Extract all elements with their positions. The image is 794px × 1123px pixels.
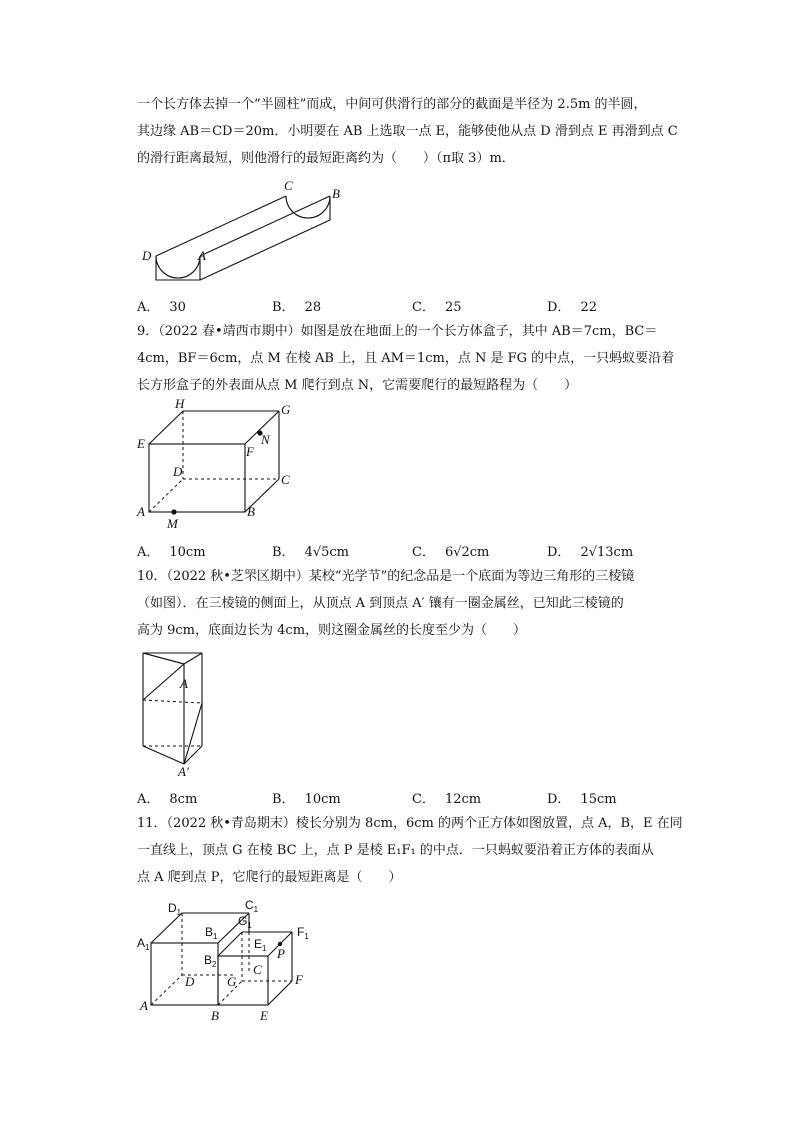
q10-option-d-text: 15cm xyxy=(580,792,617,807)
q9-option-d xyxy=(547,541,633,560)
q11-label-g: G xyxy=(227,974,237,989)
q8-label-a: A xyxy=(198,248,206,263)
q9-text-line-2: 4cm，BF＝6cm，点 M 在棱 AB 上，且 AM＝1cm，点 N 是 FG 的中点，一只蚂蚁要沿着 xyxy=(137,351,675,366)
q9-option-a-text: 10cm xyxy=(169,545,206,560)
q11-label-c1-sub: 1 xyxy=(253,905,259,914)
q10-option-a xyxy=(137,788,197,807)
q8-option-a xyxy=(137,296,186,315)
q10-label-a: A xyxy=(180,676,188,691)
q11-label-f1-letter: F xyxy=(297,925,305,939)
q8-option-b xyxy=(272,296,321,315)
q9-label-n: N xyxy=(261,432,270,447)
q10-option-b xyxy=(272,788,341,807)
q11-label-p: P xyxy=(277,946,285,961)
q9-label-c: C xyxy=(281,472,290,487)
q10-option-c-letter: C． xyxy=(412,792,435,807)
q8-label-b: B xyxy=(332,186,340,201)
q11-label-a1-letter: A xyxy=(137,936,146,950)
q11-label-b1 xyxy=(205,925,218,941)
q11-label-b: B xyxy=(211,1008,219,1023)
q8-option-a-letter: A． xyxy=(137,300,160,315)
q10-label-a-prime: A′ xyxy=(178,764,189,779)
q10-text-line-2: （如图）．在三棱镜的侧面上，从顶点 A 到顶点 A′ 镶有一圈金属丝，已知此三棱镜的 xyxy=(137,596,624,611)
q8-option-b-text: 28 xyxy=(304,300,322,315)
q10-option-b-letter: B． xyxy=(272,792,295,807)
q11-label-g1-letter: G xyxy=(238,914,248,928)
q9-label-f: F xyxy=(246,444,254,459)
q8-option-c xyxy=(412,296,462,315)
q9-label-g: G xyxy=(281,402,291,417)
q10-option-c xyxy=(412,788,481,807)
q11-label-f1-sub: 1 xyxy=(304,932,309,941)
q8-option-c-text: 25 xyxy=(444,300,462,315)
q9-option-c xyxy=(412,541,489,560)
q8-text-line-2: 其边缘 AB＝CD＝20m．小明要在 AB 上选取一点 E，能够使他从点 D 滑到点 E 再滑到点 C xyxy=(137,124,678,139)
q11-label-c: C xyxy=(253,962,262,977)
q11-label-d1-letter: D xyxy=(168,901,177,915)
q11-label-a1-sub: 1 xyxy=(145,943,150,952)
q11-label-d1 xyxy=(168,901,182,917)
q10-option-d-letter: D． xyxy=(547,792,571,807)
q11-label-b2 xyxy=(204,953,217,969)
q11-text-line-1: 11．（2022 秋•青岛期末）棱长分别为 8cm，6cm 的两个正方体如图放置，点 A，B，E 在同 xyxy=(137,816,683,831)
q9-label-h: H xyxy=(175,398,185,411)
q11-text-line-3: 点 A 爬到点 P，它爬行的最短距离是（ ） xyxy=(137,870,402,885)
point-m xyxy=(171,509,176,514)
q11-label-c1-letter: C xyxy=(245,898,254,912)
q11-label-f1 xyxy=(297,925,309,941)
q9-option-b xyxy=(272,541,349,560)
q9-option-d-letter: D． xyxy=(547,545,571,560)
q8-label-d: D xyxy=(142,248,152,263)
q11-label-d1-sub: 1 xyxy=(176,908,182,917)
q10-option-c-text: 12cm xyxy=(444,792,482,807)
q8-option-d-text: 22 xyxy=(580,300,597,315)
q9-text-line-1: 9．（2022 春•靖西市期中）如图是放在地面上的一个长方体盒子，其中 AB＝7cm，BC＝ xyxy=(137,324,658,339)
q9-option-a-letter: A． xyxy=(137,545,160,560)
q8-option-c-letter: C． xyxy=(412,300,435,315)
q11-label-b1-sub: 1 xyxy=(213,932,218,941)
q10-text-line-1: 10．（2022 秋•芝罘区期中）某校“光学节”的纪念品是一个底面为等边三角形的三棱镜 xyxy=(137,569,635,584)
q8-option-b-letter: B． xyxy=(272,300,295,315)
q8-text-line-3: 的滑行距离最短，则他滑行的最短距离约为（ ）（π取 3）m． xyxy=(137,151,515,166)
q11-label-a: A xyxy=(140,998,148,1013)
q11-label-e1-sub: 1 xyxy=(262,944,267,953)
q11-text-line-2: 一直线上，顶点 G 在棱 BC 上，点 P 是棱 E₁F₁ 的中点．一只蚂蚁要沿着正方体的表面从 xyxy=(137,843,654,858)
q9-box-figure xyxy=(133,398,303,530)
q9-label-m: M xyxy=(167,516,178,530)
q9-option-c-text: 6√2cm xyxy=(444,545,490,560)
q11-cubes-figure xyxy=(135,892,325,1024)
q9-label-b: B xyxy=(247,504,255,519)
q10-option-b-text: 10cm xyxy=(304,792,341,807)
q10-prism-figure xyxy=(138,648,220,780)
q11-label-b2-letter: B xyxy=(204,953,213,967)
q9-label-d: D xyxy=(173,464,183,479)
q9-option-c-letter: C． xyxy=(412,545,435,560)
q9-option-d-text: 2√13cm xyxy=(580,545,634,560)
q9-option-b-letter: B． xyxy=(272,545,295,560)
q11-label-e1 xyxy=(254,937,267,953)
q8-label-c: C xyxy=(284,178,293,193)
q8-text-line-1: 一个长方体去掉一个“半圆柱”而成，中间可供滑行的部分的截面是半径为 2.5m 的半圆， xyxy=(137,97,647,112)
q11-label-d: D xyxy=(185,974,195,989)
q8-option-d xyxy=(547,296,597,315)
q10-option-a-text: 8cm xyxy=(169,792,198,807)
q8-option-a-text: 30 xyxy=(169,300,186,315)
q11-label-b2-sub: 2 xyxy=(212,960,217,969)
q8-option-d-letter: D． xyxy=(547,300,571,315)
q10-option-d xyxy=(547,788,617,807)
q10-option-a-letter: A． xyxy=(137,792,160,807)
q11-label-g1-sub: 1 xyxy=(247,921,252,930)
q10-text-line-3: 高为 9cm，底面边长为 4cm，则这圈金属丝的长度至少为（ ） xyxy=(137,623,527,638)
q9-option-a xyxy=(137,541,206,560)
q11-label-f: F xyxy=(295,972,303,987)
q11-label-b1-letter: B xyxy=(205,925,214,939)
q11-label-a1 xyxy=(137,936,150,952)
q9-text-line-3: 长方形盒子的外表面从点 M 爬行到点 N，它需要爬行的最短路程为（ ） xyxy=(137,378,578,393)
q8-halfpipe-figure xyxy=(138,176,348,286)
q11-label-c1 xyxy=(245,898,259,914)
q9-label-e: E xyxy=(137,436,145,451)
q9-option-b-text: 4√5cm xyxy=(304,545,349,560)
q11-label-e: E xyxy=(260,1008,268,1023)
q11-label-g1 xyxy=(238,914,252,930)
q11-label-e1-letter: E xyxy=(254,937,263,951)
q9-label-a: A xyxy=(137,504,145,519)
